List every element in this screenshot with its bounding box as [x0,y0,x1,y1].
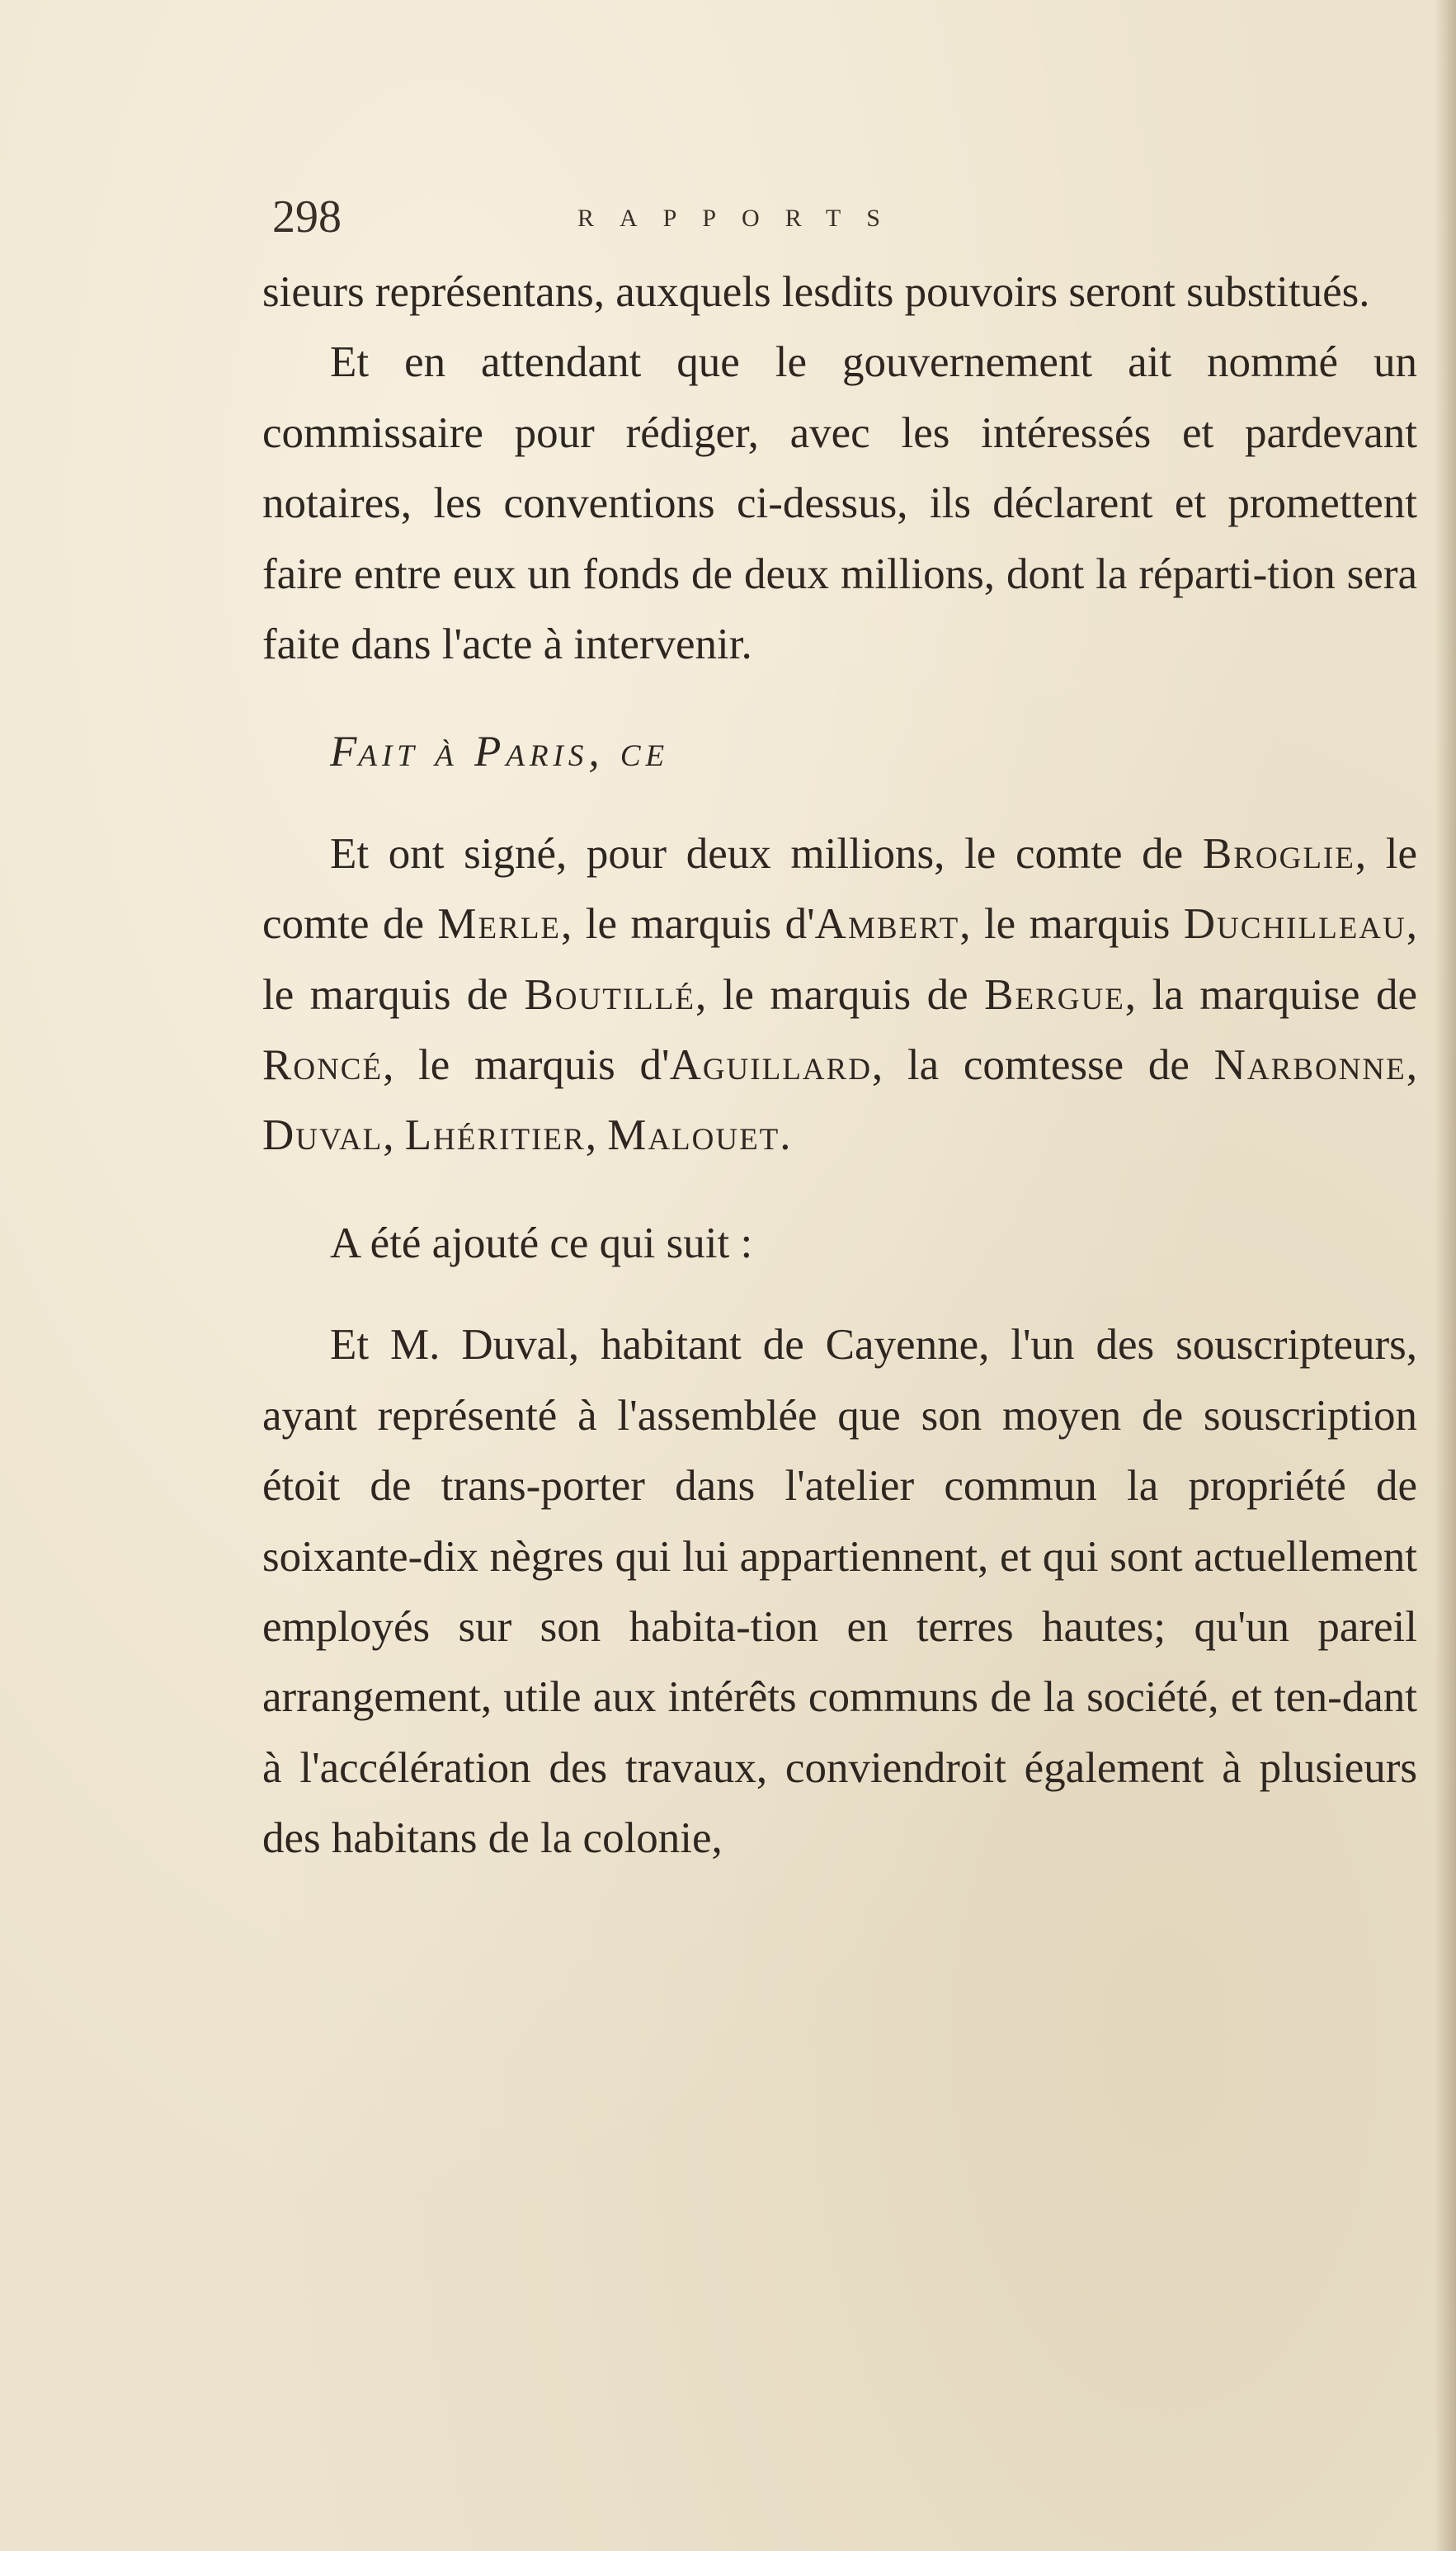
fait-rest: ait à Paris, ce [358,728,670,776]
separator: , le marquis [959,900,1184,949]
paragraph-continuation: sieurs représentans, auxquels lesdits pouvoirs seront substitués. [262,268,1370,316]
signatory-duchilleau: Duchilleau [1183,900,1407,949]
running-head: RAPPORTS [577,205,906,232]
fait-initial: F [330,728,359,776]
separator: , le comte de [262,829,1418,949]
paragraph-signatories [262,819,1417,1172]
signatory-ambert: Ambert [814,900,960,949]
separator: , [585,1111,608,1160]
signatory-narbonne: Narbonne [1213,1041,1407,1090]
separator: , la marquise de [1124,970,1417,1019]
page-header [272,188,1427,246]
separator: , [1406,1041,1417,1090]
separator: , [383,1111,405,1160]
signatory-duval: Duval [262,1111,384,1160]
separator: , le marquis d' [561,900,815,949]
signatory-lheritier: Lhéritier [404,1111,586,1160]
fait-line [330,728,669,776]
signatories-intro: Et ont signé, pour deux millions, le comte de [330,829,1203,878]
separator: , le marquis de [695,970,985,1019]
separator: . [780,1111,791,1160]
signatory-malouet: Malouet [607,1111,780,1160]
paragraph-fait-a-paris [262,717,1417,787]
separator: , le marquis de [262,900,1417,1019]
signatory-boutille: Boutillé [524,970,695,1019]
separator: , le marquis d' [383,1041,670,1090]
signatory-merle: Merle [437,900,562,949]
paragraph-duval: Et M. Duval, habitant de Cayenne, l'un des souscripteurs, ayant représenté à l'assemblée que son moyen de souscription étoit de trans-porter dans l'atelier commun la propriété de soixante-dix nègres qui lui appartiennent, et qui sont actuellement employés sur son habita-tion en terres hautes; qu'un pareil arrangement, utile aux intérêts communs de la société, et ten-dant à l'accélération des travaux, conviendroit également à plusieurs des habitans de la colonie, [262,1321,1417,1863]
paragraph-added: A été ajouté ce qui suit : [330,1219,753,1267]
paragraph-fund: Et en attendant que le gouvernement ait nommé un commissaire pour rédiger, avec les intéressés et pardevant notaires, les conventions ci-dessus, ils déclarent et promettent faire entre eux un fonds de deux millions, dont la réparti-tion sera faite dans l'acte à intervenir. [262,338,1417,669]
page-edge-shadow [1435,0,1456,2551]
signatory-ronce: Roncé [262,1041,384,1090]
body-text [262,257,1417,1874]
signatory-bergue: Bergue [984,970,1125,1019]
page-number: 298 [272,191,342,243]
signatory-broglie: Broglie [1202,829,1355,878]
separator: , la comtesse de [871,1041,1214,1090]
signatory-aguillard: Aguillard [669,1041,872,1090]
